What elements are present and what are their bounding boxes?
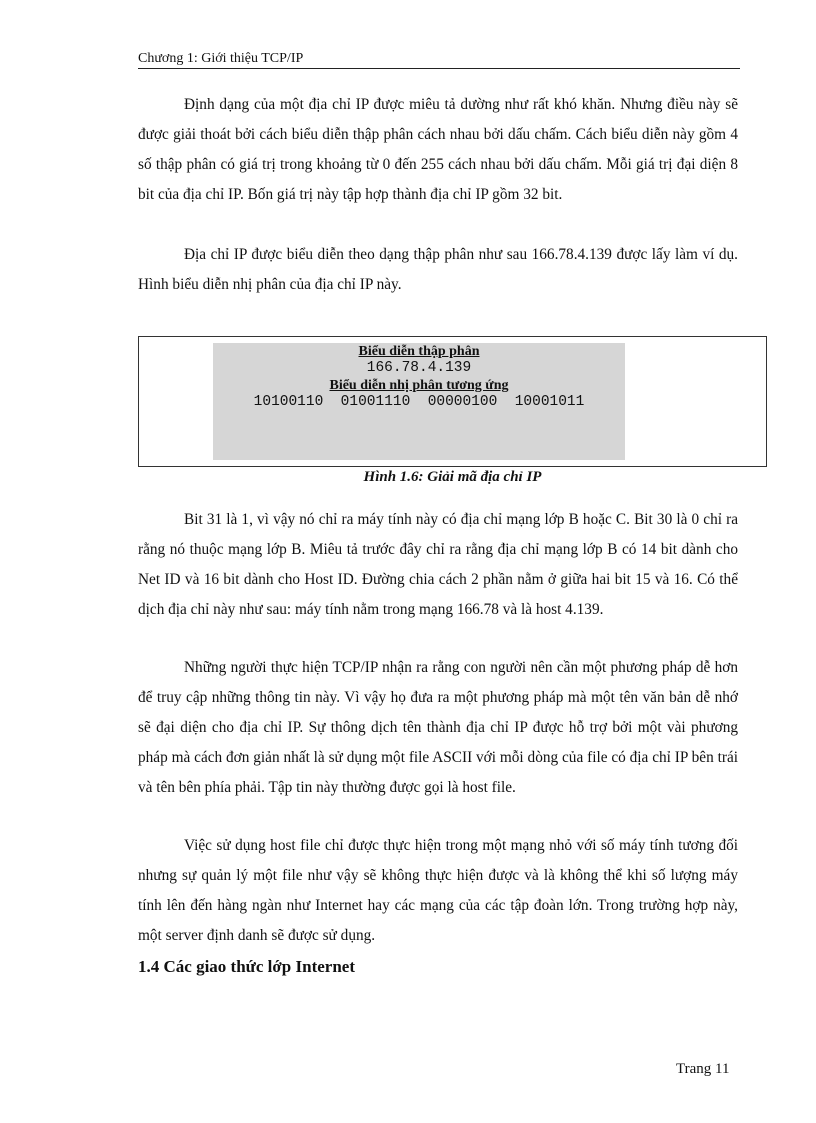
paragraph-5: Việc sử dụng host file chỉ được thực hiện trong một mạng nhỏ với số máy tính tương đối nhưng sự quản lý một file như vậy sẽ không thực hiện được và là không thể khi số lượng máy tính lên đến hàng ngàn như Internet hay các mạng của các tập đoàn lớn. Trong trường hợp này, một server định danh sẽ được sử dụng. xyxy=(138,837,738,944)
paragraph-3: Bit 31 là 1, vì vậy nó chỉ ra máy tính này có địa chỉ mạng lớp B hoặc C. Bit 30 là 0 chỉ ra rằng nó thuộc mạng lớp B. Miêu tả trước đây chỉ ra rằng địa chỉ mạng lớp B có 14 bit dành cho Net ID và 16 bit dành cho Host ID. Đường chia cách 2 phần nằm ở giữa hai bit 15 và 16. Có thể dịch địa chỉ này như sau: máy tính nằm trong mạng 166.78 và là host 4.139. xyxy=(138,511,738,618)
header-rule xyxy=(138,68,740,69)
decimal-value: 166.78.4.139 xyxy=(366,360,472,376)
ip-figure-box xyxy=(138,336,767,467)
figure-caption: Hình 1.6: Giải mã địa chỉ IP xyxy=(363,469,542,485)
paragraph-2: Địa chỉ IP được biểu diễn theo dạng thập phân như sau 166.78.4.139 được lấy làm ví dụ. Hình biểu diễn nhị phân của địa chỉ IP này. xyxy=(138,246,738,293)
decimal-heading: Biểu diễn thập phân xyxy=(358,344,480,359)
page-number: Trang 11 xyxy=(676,1061,730,1077)
ip-figure-panel xyxy=(213,343,625,460)
paragraph-4: Những người thực hiện TCP/IP nhận ra rằng con người nên cần một phương pháp dễ hơn để truy cập những thông tin này. Vì vậy họ đưa ra một phương pháp mà một tên văn bản dễ nhớ sẽ đại diện cho địa chỉ IP. Sự thông dịch tên thành địa chỉ IP được hỗ trợ bởi một vài phương pháp mà cách đơn giản nhất là sử dụng một file ASCII với mỗi dòng của file có địa chỉ IP bên trái và tên bên phía phải. Tập tin này thường được gọi là host file. xyxy=(138,659,738,796)
page-header: Chương 1: Giới thiệu TCP/IP xyxy=(138,51,304,66)
binary-heading: Biểu diễn nhị phân tương ứng xyxy=(329,378,509,393)
binary-value: 10100110 01001110 00000100 10001011 xyxy=(253,394,585,410)
paragraph-1: Định dạng của một địa chỉ IP được miêu tả dường như rất khó khăn. Nhưng điều này sẽ được giải thoát bởi cách biểu diễn thập phân cách nhau bởi dấu chấm. Cách biểu diễn này gồm 4 số thập phân có giá trị trong khoảng từ 0 đến 255 cách nhau bởi dấu chấm. Mỗi giá trị đại diện 8 bit của địa chỉ IP. Bốn giá trị này tập hợp thành địa chỉ IP gồm 32 bit. xyxy=(138,96,738,203)
section-title: 1.4 Các giao thức lớp Internet xyxy=(138,957,355,976)
